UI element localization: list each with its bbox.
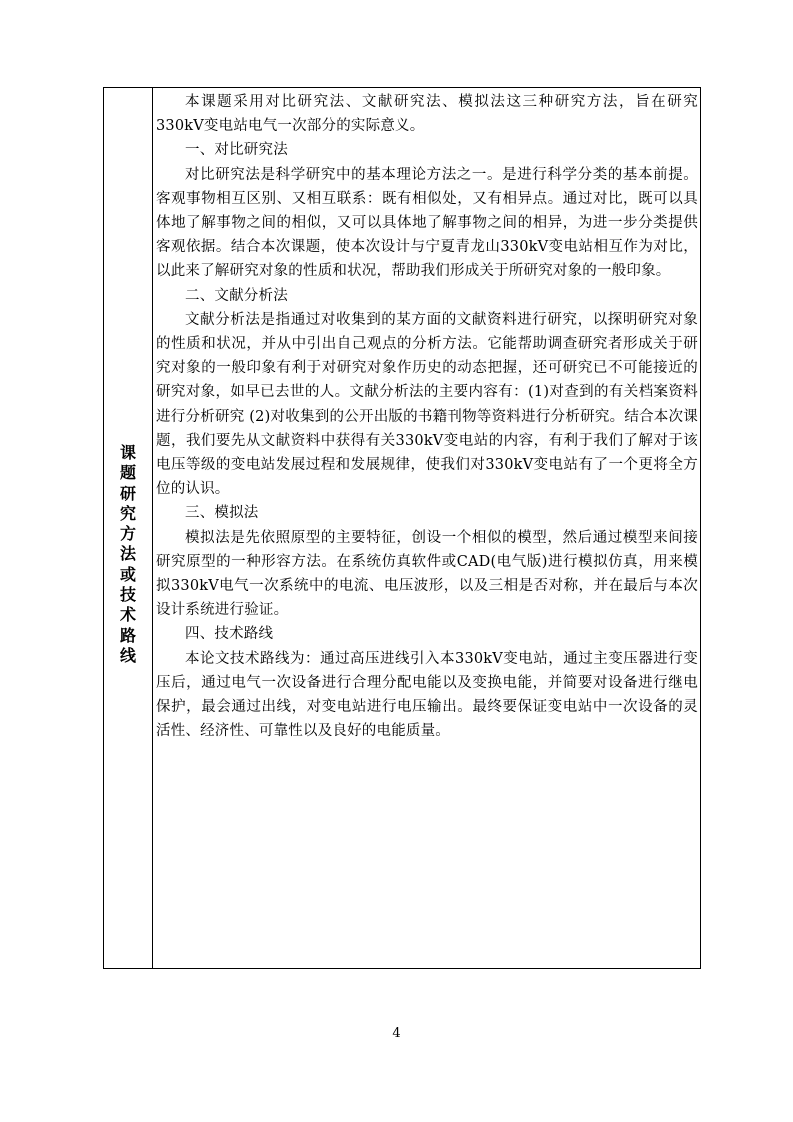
section-label-char: 题 (119, 463, 136, 483)
section-label-char: 术 (119, 605, 136, 625)
technical-route-paragraph: 本论文技术路线为：通过高压进线引入本330kV变电站，通过主变压器进行变压后，通过电气一次设备进行合理分配电能以及变换电能，并简要对设备进行继电保护，最会通过出线，对变电站进行电压输出。最终要保证变电站中一次设备的灵活性、经济性、可靠性以及良好的电能质量。 (156, 650, 698, 740)
section-label (104, 443, 152, 666)
heading-comparative-method: 一、对比研究法 (185, 142, 288, 159)
section-label-char: 线 (119, 645, 136, 665)
page-number: 4 (392, 1026, 401, 1041)
section-label-char: 研 (119, 483, 136, 503)
section-label-char: 课 (119, 443, 136, 462)
section-label-char: 方 (119, 524, 136, 544)
section-label-char: 法 (119, 544, 136, 564)
comparative-method-paragraph: 对比研究法是科学研究中的基本理论方法之一。是进行科学分类的基本前提。客观事物相互区别、又相互联系：既有相似处，又有相异点。通过对比，既可以具体地了解事物之间的相似，又可以具体地了解事物之间的相异，为进一步分类提供客观依据。结合本次课题，使本次设计与宁夏青龙山330kV变电站相互作为对比，以此来了解研究对象的性质和状况，帮助我们形成关于所研究对象的一般印象。 (156, 166, 698, 280)
heading-simulation-method: 三、模拟法 (185, 505, 259, 522)
literature-analysis-paragraph: 文献分析法是指通过对收集到的某方面的文献资料进行研究，以探明研究对象的性质和状况，并从中引出自己观点的分析方法。它能帮助调查研究者形成关于研究对象的一般印象有利于对研究对象作历史的动态把握，还可研究已不可能接近的研究对象，如早已去世的人。文献分析法的主要内容有：(1)对查到的有关档案资料进行分析研究 (2)对收集到的公开出版的书籍刊物等资料进行分析研究。结合本次课题，我们要先从文献资料中获得有关330kV变电站的内容，有利于我们了解对于该电压等级的变电站发展过程和发展规律，使我们对330kV变电站有了一个更将全方位的认识。 (156, 311, 698, 498)
heading-literature-analysis: 二、文献分析法 (185, 287, 288, 304)
research-methods-table (103, 87, 701, 969)
content-cell (153, 88, 700, 968)
section-label-char: 或 (119, 564, 136, 584)
section-label-char: 究 (119, 503, 136, 523)
simulation-method-paragraph: 模拟法是先依照原型的主要特征，创设一个相似的模型，然后通过模型来间接研究原型的一种形容方法。在系统仿真软件或CAD(电气版)进行模拟仿真，用来模拟330kV电气一次系统中的电流、电压波形，以及三相是否对称，并在最后与本次设计系统进行验证。 (156, 529, 698, 619)
heading-technical-route: 四、技术路线 (185, 626, 274, 643)
section-label-cell (104, 88, 153, 968)
intro-paragraph: 本课题采用对比研究法、文献研究法、模拟法这三种研究方法，旨在研究330kV变电站电气一次部分的实际意义。 (156, 94, 698, 135)
section-label-char: 路 (119, 625, 136, 645)
section-label-char: 技 (119, 585, 136, 605)
